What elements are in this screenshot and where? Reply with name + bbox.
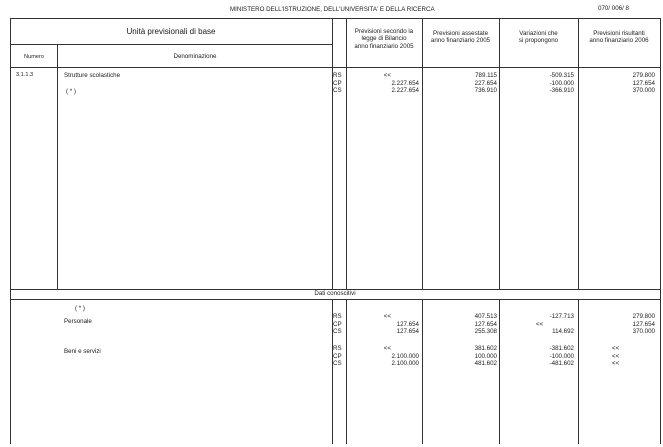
risultanti-header: Previsioni risultanti anno finanziario 2006 [589,30,649,45]
row-code: RS [333,72,342,79]
prev-column-divider [422,18,423,289]
assestate-value: 736.910 [474,87,497,94]
row-code: CP [333,79,342,87]
row-code: CS [333,87,342,94]
prev-value: 2.227.654 [391,87,419,94]
assestate-value: 100.000 [474,352,497,360]
page-reference: 070/ 006/ 8 [598,5,629,12]
assestate-value: 407.513 [474,313,497,320]
group-assestate-column [423,313,497,336]
variazioni-column-divider [578,18,579,289]
variazioni-value: 114.692 [552,328,574,335]
unit-title: Unità previsionali di base [126,27,216,36]
assestate-value: 127.654 [474,320,497,328]
number-column-divider [57,44,58,289]
variazioni-value: -100.000 [549,352,574,360]
risultanti-value: 370.000 [632,87,655,94]
table-right-border [660,18,661,444]
group-name: Personale [64,318,92,325]
ministry-title: MINISTERO DELL'ISTRUZIONE, DELL'UNIVERSITA' E DELLA RICERCA [230,6,435,13]
code-column-divider [346,18,347,289]
group-assestate-column [423,345,497,368]
variazioni-value: -366.910 [549,87,574,94]
dati-note: ( * ) [75,305,85,312]
assestate-value: 789.115 [475,72,497,79]
prev-value: << [383,72,391,79]
row-code: CP [333,320,342,328]
main-code-column [333,72,346,95]
prev-value: << [383,345,391,352]
group-prev-column [347,313,419,336]
table-top-border [10,18,661,19]
assestate-value: 227.654 [474,79,497,87]
entry-number: 3.1.1.3 [16,72,34,78]
variazioni-value: -509.315 [549,72,574,79]
assestate-header: Previsioni assestate anno finanziario 2005 [430,30,491,45]
group-variazioni-column [500,313,574,336]
denomination-column-divider [332,18,333,289]
group-name: Beni e servizi [64,348,101,355]
header-bottom-border [10,67,661,68]
risultanti-value: 370.000 [632,328,655,335]
main-assestate-column [423,72,497,95]
risultanti-value: 127.654 [632,320,655,328]
prev-value: 2.100.000 [391,352,419,360]
risultanti-value: << [612,345,620,352]
prev-value: << [383,313,391,320]
main-variazioni-column [500,72,574,95]
assestate-column-divider [499,18,500,289]
group-risultanti-column [579,313,655,336]
group-code-column [333,345,346,368]
row-code: CS [333,360,342,367]
entry-note: ( * ) [66,88,76,95]
number-header: Numero [24,54,44,60]
section-label: Dati conoscitivi [314,290,356,297]
row-code: CS [333,328,342,335]
section-bottom-border [10,299,661,300]
variazioni-value: -100.000 [549,79,574,87]
variazioni-value: -381.602 [549,345,574,352]
prev-value: 2.227.654 [391,79,419,87]
unit-title-divider [10,44,332,45]
row-code: RS [333,313,342,320]
entry-name: Strutture scolastiche [64,72,121,79]
prev-bilancio-header: Previsioni secondo la legge di Bilancio anno finanziario 2005 [354,28,414,50]
main-prev-column [347,72,419,95]
assestate-value: 381.602 [474,345,497,352]
risultanti-value: 127.654 [632,79,655,87]
risultanti-value: << [612,352,620,360]
main-risultanti-column [579,72,655,95]
assestate-value: 255.308 [474,328,497,335]
prev-value: 2.100.000 [391,360,419,367]
denomination-header: Denominazione [173,53,217,60]
risultanti-value: << [612,360,620,367]
group-risultanti-column [612,345,652,368]
row-code: RS [333,345,342,352]
variazioni-value: -481.602 [549,360,574,367]
group-variazioni-column [500,345,574,368]
prev-value: 127.654 [396,320,419,328]
row-code: CP [333,352,342,360]
table-left-border [10,18,11,444]
prev-value: 127.654 [396,328,419,335]
group-code-column [333,313,346,336]
group-prev-column [347,345,419,368]
variazioni-value: -127.713 [549,313,574,320]
risultanti-value: 279.800 [632,313,655,320]
variazioni-value: << [536,320,544,328]
assestate-value: 481.602 [474,360,497,367]
variazioni-header: Variazioni che si propongono [518,30,559,45]
risultanti-value: 279.800 [632,72,655,79]
